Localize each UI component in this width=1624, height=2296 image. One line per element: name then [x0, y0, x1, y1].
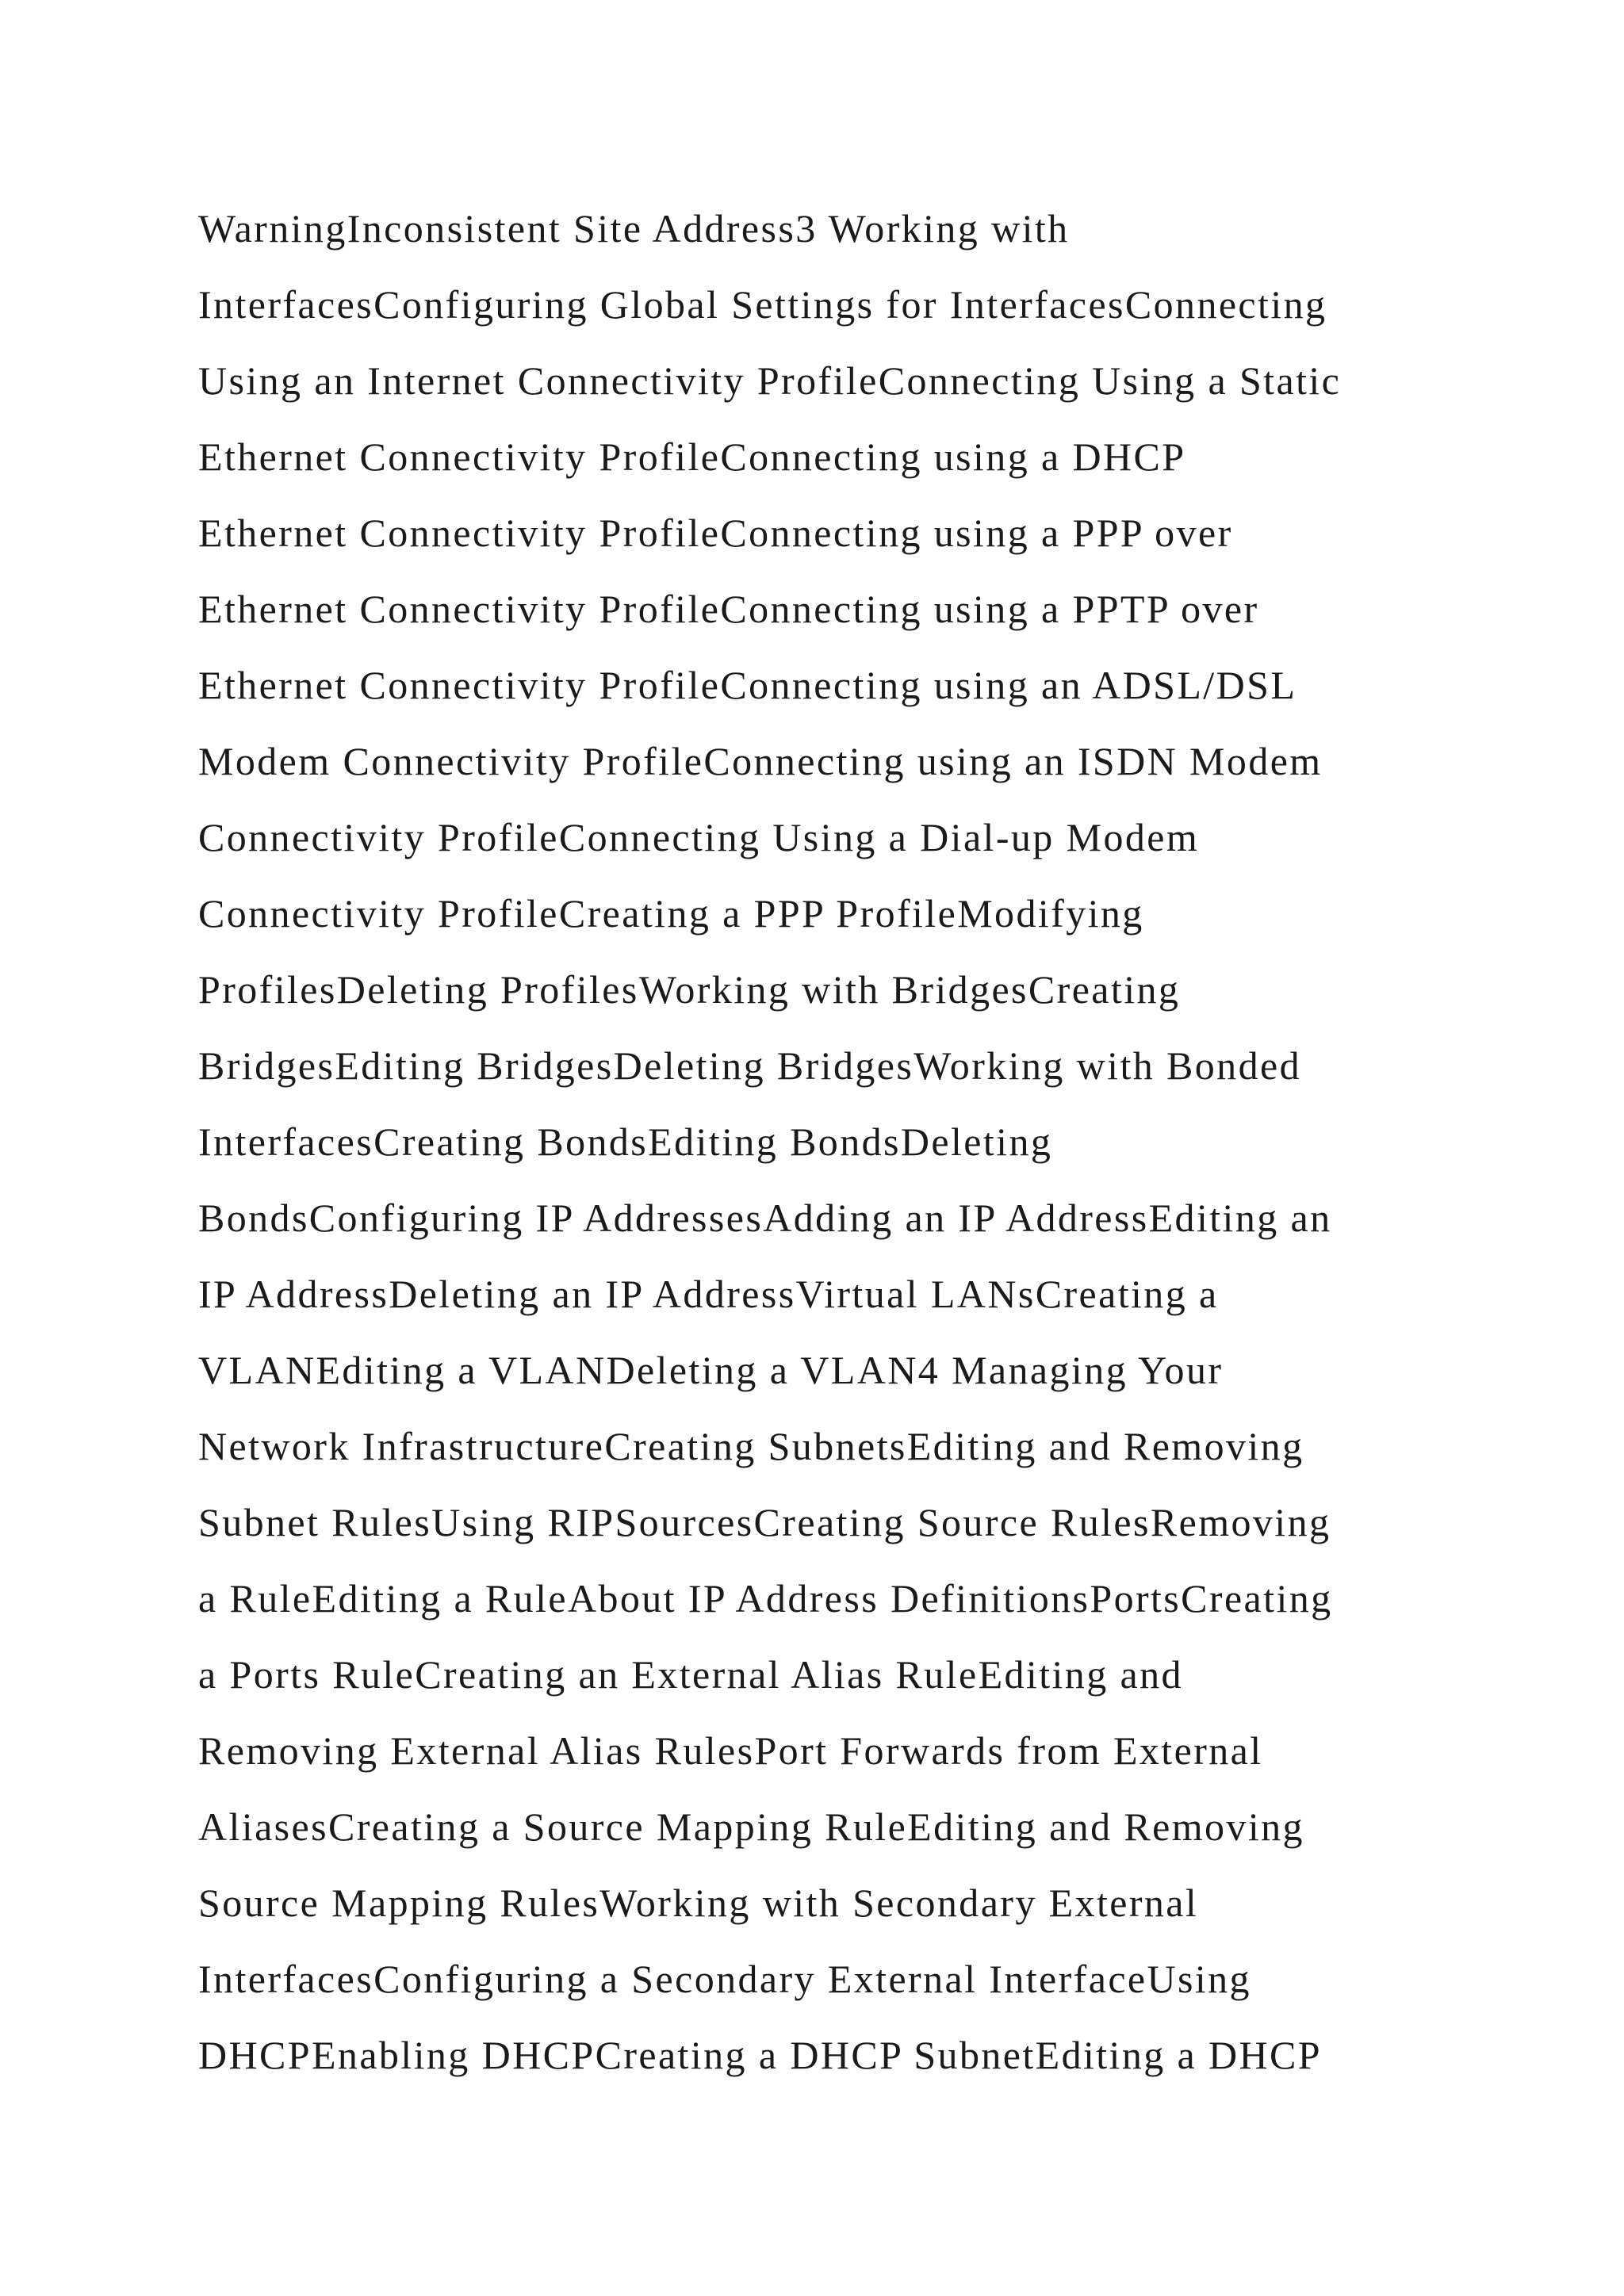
text-line: Ethernet Connectivity ProfileConnecting using a PPTP over — [198, 587, 1259, 631]
text-line: Connectivity ProfileCreating a PPP ProfileModifying — [198, 891, 1144, 936]
text-line: InterfacesConfiguring Global Settings for InterfacesConnecting — [198, 282, 1327, 327]
text-line: BridgesEditing BridgesDeleting BridgesWorking with Bonded — [198, 1043, 1301, 1088]
text-line: AliasesCreating a Source Mapping RuleEditing and Removing — [198, 1804, 1304, 1849]
text-line: Ethernet Connectivity ProfileConnecting using a PPP over — [198, 511, 1233, 555]
body-text — [198, 190, 1515, 2093]
text-line: DHCPEnabling DHCPCreating a DHCP SubnetEditing a DHCP — [198, 2033, 1323, 2077]
text-line: BondsConfiguring IP AddressesAdding an IP AddressEditing an — [198, 1196, 1332, 1240]
text-line: ProfilesDeleting ProfilesWorking with BridgesCreating — [198, 967, 1181, 1012]
text-line: Source Mapping RulesWorking with Secondary External — [198, 1881, 1199, 1925]
text-line: IP AddressDeleting an IP AddressVirtual LANsCreating a — [198, 1272, 1219, 1316]
text-line: InterfacesConfiguring a Secondary External InterfaceUsing — [198, 1957, 1251, 2001]
text-line: Subnet RulesUsing RIPSourcesCreating Source RulesRemoving — [198, 1500, 1331, 1544]
text-line: Connectivity ProfileConnecting Using a Dial-up Modem — [198, 815, 1200, 859]
text-line: InterfacesCreating BondsEditing BondsDeleting — [198, 1119, 1053, 1164]
text-line: Ethernet Connectivity ProfileConnecting using a DHCP — [198, 434, 1186, 479]
text-line: Removing External Alias RulesPort Forwards from External — [198, 1728, 1263, 1773]
text-line: WarningInconsistent Site Address3 Working with — [198, 206, 1070, 251]
text-line: Modem Connectivity ProfileConnecting using an ISDN Modem — [198, 739, 1323, 783]
text-line: a Ports RuleCreating an External Alias RuleEditing and — [198, 1652, 1183, 1697]
text-line: Network InfrastructureCreating SubnetsEditing and Removing — [198, 1424, 1304, 1468]
text-line: Ethernet Connectivity ProfileConnecting using an ADSL/DSL — [198, 663, 1297, 707]
text-line: VLANEditing a VLANDeleting a VLAN4 Managing Your — [198, 1348, 1224, 1392]
text-line: a RuleEditing a RuleAbout IP Address DefinitionsPortsCreating — [198, 1576, 1333, 1621]
text-line: Using an Internet Connectivity ProfileConnecting Using a Static — [198, 358, 1342, 403]
